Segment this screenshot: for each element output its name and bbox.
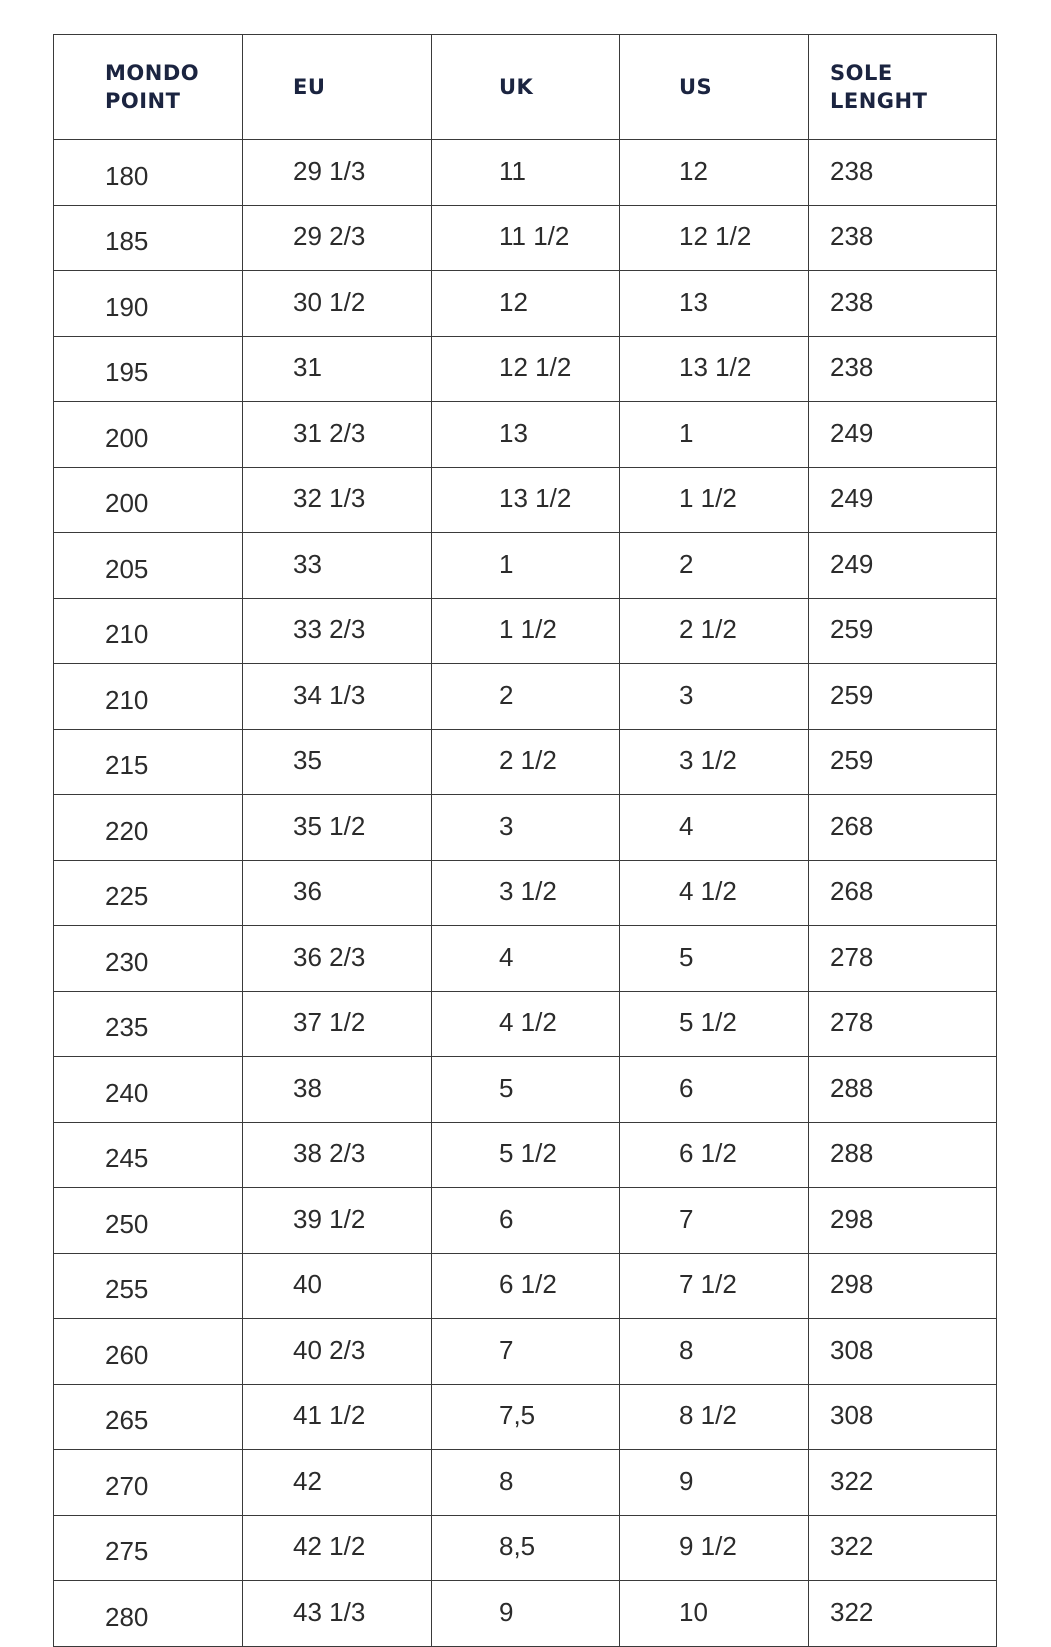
cell-uk: 7 [432,1319,620,1385]
cell-sole-length: 322 [809,1515,997,1581]
cell-sole-length: 308 [809,1384,997,1450]
cell-mondo-point: 230 [54,926,243,992]
cell-mondo-point: 200 [54,402,243,468]
cell-mondo-point: 205 [54,533,243,599]
cell-uk: 3 [432,795,620,861]
cell-sole-length: 268 [809,860,997,926]
cell-mondo-point: 180 [54,140,243,206]
cell-eu: 35 [243,729,432,795]
cell-sole-length: 249 [809,467,997,533]
cell-sole-length: 259 [809,664,997,730]
cell-us: 13 [620,271,809,337]
table-row [54,140,997,206]
cell-eu: 29 2/3 [243,205,432,271]
cell-sole-length: 238 [809,205,997,271]
table-row [54,402,997,468]
header-us: US [620,35,809,140]
cell-eu: 32 1/3 [243,467,432,533]
cell-sole-length: 308 [809,1319,997,1385]
cell-uk: 12 [432,271,620,337]
cell-eu: 37 1/2 [243,991,432,1057]
table-row [54,1581,997,1647]
cell-us: 7 [620,1188,809,1254]
table-row [54,1515,997,1581]
cell-eu: 36 [243,860,432,926]
cell-uk: 5 1/2 [432,1122,620,1188]
cell-us: 4 1/2 [620,860,809,926]
table-row [54,1384,997,1450]
cell-mondo-point: 220 [54,795,243,861]
cell-us: 12 1/2 [620,205,809,271]
table-row [54,926,997,992]
cell-us: 4 [620,795,809,861]
table-row [54,533,997,599]
cell-uk: 2 [432,664,620,730]
cell-sole-length: 288 [809,1122,997,1188]
cell-sole-length: 268 [809,795,997,861]
cell-us: 9 1/2 [620,1515,809,1581]
cell-uk: 4 [432,926,620,992]
cell-mondo-point: 275 [54,1515,243,1581]
cell-uk: 13 [432,402,620,468]
cell-sole-length: 238 [809,336,997,402]
cell-mondo-point: 280 [54,1581,243,1647]
cell-uk: 4 1/2 [432,991,620,1057]
cell-uk: 6 1/2 [432,1253,620,1319]
cell-us: 5 1/2 [620,991,809,1057]
cell-sole-length: 259 [809,729,997,795]
cell-uk: 3 1/2 [432,860,620,926]
cell-sole-length: 298 [809,1188,997,1254]
cell-eu: 30 1/2 [243,271,432,337]
header-sole-length: SOLE LENGHT [809,35,997,140]
cell-uk: 13 1/2 [432,467,620,533]
cell-eu: 38 2/3 [243,1122,432,1188]
table-row [54,729,997,795]
table-row [54,1450,997,1516]
cell-us: 9 [620,1450,809,1516]
cell-eu: 33 [243,533,432,599]
table-row [54,1122,997,1188]
cell-sole-length: 278 [809,926,997,992]
cell-sole-length: 238 [809,271,997,337]
cell-mondo-point: 270 [54,1450,243,1516]
cell-uk: 8,5 [432,1515,620,1581]
cell-us: 7 1/2 [620,1253,809,1319]
cell-sole-length: 278 [809,991,997,1057]
cell-mondo-point: 215 [54,729,243,795]
cell-mondo-point: 245 [54,1122,243,1188]
header-mondo-point: MONDO POINT [54,35,243,140]
cell-uk: 1 1/2 [432,598,620,664]
cell-eu: 42 1/2 [243,1515,432,1581]
cell-mondo-point: 210 [54,664,243,730]
cell-eu: 31 [243,336,432,402]
cell-us: 5 [620,926,809,992]
table-row [54,991,997,1057]
cell-mondo-point: 210 [54,598,243,664]
cell-us: 12 [620,140,809,206]
cell-sole-length: 249 [809,402,997,468]
cell-eu: 35 1/2 [243,795,432,861]
cell-eu: 34 1/3 [243,664,432,730]
table-row [54,795,997,861]
cell-sole-length: 288 [809,1057,997,1123]
cell-sole-length: 249 [809,533,997,599]
header-eu: EU [243,35,432,140]
cell-sole-length: 298 [809,1253,997,1319]
size-conversion-table [53,34,997,1647]
cell-eu: 29 1/3 [243,140,432,206]
cell-eu: 43 1/3 [243,1581,432,1647]
cell-eu: 36 2/3 [243,926,432,992]
header-row [54,35,997,140]
cell-us: 8 1/2 [620,1384,809,1450]
cell-uk: 12 1/2 [432,336,620,402]
cell-sole-length: 322 [809,1450,997,1516]
cell-mondo-point: 200 [54,467,243,533]
cell-uk: 11 1/2 [432,205,620,271]
cell-eu: 33 2/3 [243,598,432,664]
cell-mondo-point: 250 [54,1188,243,1254]
header-uk: UK [432,35,620,140]
cell-eu: 38 [243,1057,432,1123]
cell-eu: 41 1/2 [243,1384,432,1450]
cell-uk: 11 [432,140,620,206]
cell-us: 1 1/2 [620,467,809,533]
table-row [54,598,997,664]
table-row [54,271,997,337]
cell-uk: 8 [432,1450,620,1516]
cell-us: 3 1/2 [620,729,809,795]
table-header [54,35,997,140]
table-row [54,1188,997,1254]
cell-mondo-point: 185 [54,205,243,271]
table-row [54,1319,997,1385]
cell-mondo-point: 265 [54,1384,243,1450]
cell-uk: 7,5 [432,1384,620,1450]
cell-mondo-point: 195 [54,336,243,402]
cell-eu: 31 2/3 [243,402,432,468]
table-row [54,336,997,402]
table-body [54,140,997,1647]
cell-mondo-point: 225 [54,860,243,926]
cell-us: 13 1/2 [620,336,809,402]
table-row [54,467,997,533]
cell-uk: 6 [432,1188,620,1254]
cell-eu: 42 [243,1450,432,1516]
cell-us: 2 1/2 [620,598,809,664]
cell-uk: 1 [432,533,620,599]
cell-us: 8 [620,1319,809,1385]
cell-us: 10 [620,1581,809,1647]
cell-mondo-point: 255 [54,1253,243,1319]
table-row [54,860,997,926]
cell-us: 1 [620,402,809,468]
cell-sole-length: 259 [809,598,997,664]
cell-us: 3 [620,664,809,730]
table-row [54,205,997,271]
cell-us: 2 [620,533,809,599]
cell-eu: 40 2/3 [243,1319,432,1385]
cell-uk: 2 1/2 [432,729,620,795]
cell-eu: 39 1/2 [243,1188,432,1254]
table-row [54,1057,997,1123]
cell-sole-length: 238 [809,140,997,206]
table-row [54,1253,997,1319]
cell-us: 6 1/2 [620,1122,809,1188]
cell-uk: 5 [432,1057,620,1123]
cell-mondo-point: 235 [54,991,243,1057]
cell-eu: 40 [243,1253,432,1319]
cell-uk: 9 [432,1581,620,1647]
cell-mondo-point: 190 [54,271,243,337]
cell-sole-length: 322 [809,1581,997,1647]
cell-us: 6 [620,1057,809,1123]
table-row [54,664,997,730]
cell-mondo-point: 240 [54,1057,243,1123]
cell-mondo-point: 260 [54,1319,243,1385]
